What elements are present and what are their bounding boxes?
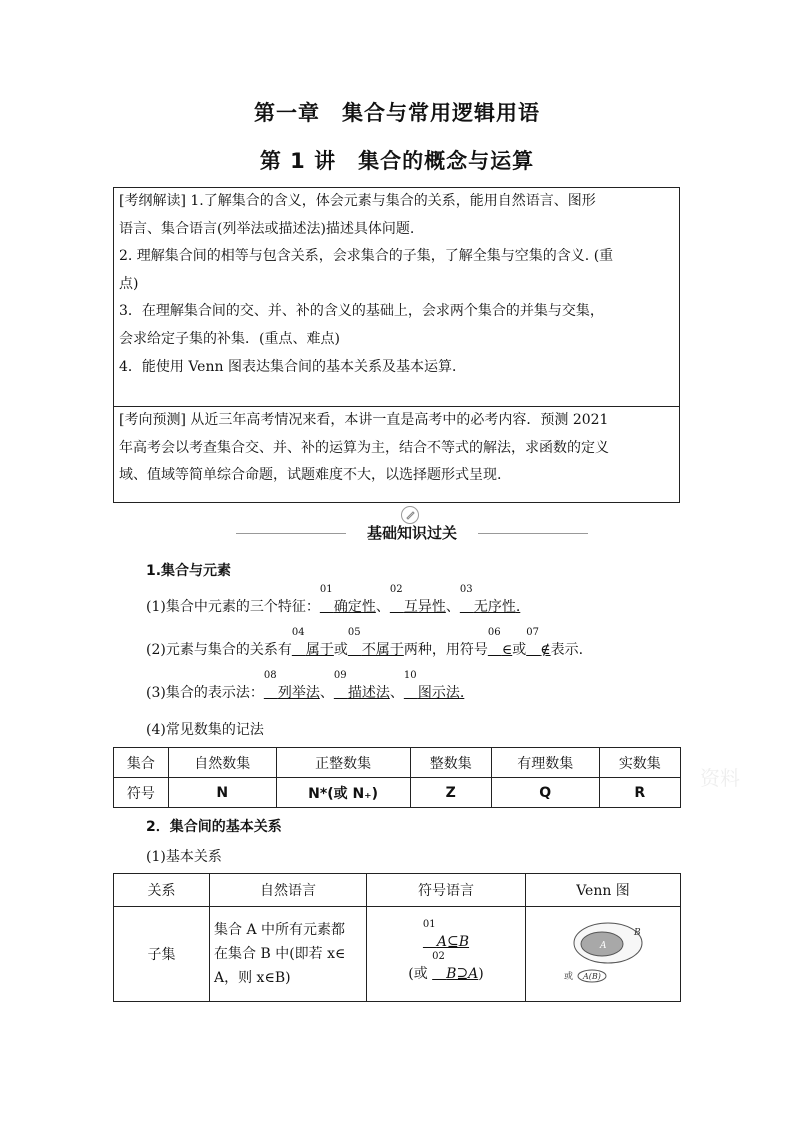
blank: [347, 627, 404, 659]
forecast-text: 从近三年高考情况来看，本讲一直是高考中的必考内容．预测 2021: [190, 412, 609, 428]
table-row: [114, 907, 681, 1002]
forecast-line: [119, 407, 674, 435]
table-cell: N*(或 N₊): [276, 778, 410, 808]
syllabus-line: 2. 理解集合间的相等与包含关系，会求集合的子集，了解全集与空集的含义. (重: [119, 248, 614, 265]
blank-answer: ∉: [540, 642, 551, 658]
table-cell: 实数集: [599, 748, 680, 778]
forecast-tag: [考向预测]: [119, 412, 186, 428]
table-cell: Z: [410, 778, 491, 808]
blank: [291, 627, 334, 659]
blank-number: 05: [347, 627, 361, 638]
table-cell: R: [599, 778, 680, 808]
cell-line: A，则 x∈B): [214, 970, 291, 986]
syllabus-line: 点): [119, 275, 139, 292]
blank-number: 10: [403, 670, 417, 681]
paragraph-relation: (2)元素与集合的关系有 04 属于或 05 不属于两种，用符号 06 ∈或 07 ∉表示.: [146, 627, 584, 658]
blank: [319, 584, 376, 616]
syllabus-line: 语言、集合语言(列举法或描述法)描述具体问题.: [119, 220, 415, 237]
table-cell: 符号语言: [367, 874, 526, 907]
blank-answer: 确定性: [333, 599, 376, 615]
blank-number: 01: [319, 584, 333, 595]
table-cell: 子集: [114, 907, 210, 1002]
syllabus-tag: [考纲解读]: [119, 193, 186, 209]
subsection-title: 2．集合间的基本关系: [146, 819, 282, 835]
syllabus-line: 3．在理解集合间的交、并、补的含义的基础上，会求两个集合的并集与交集，: [119, 303, 604, 320]
venn-or-label: 或: [564, 972, 574, 982]
table-cell: [210, 907, 367, 1002]
subsection-title: 1.集合与元素: [146, 563, 232, 579]
blank-answer: 描述法: [347, 685, 390, 701]
blank: [487, 627, 513, 659]
blank-number: 08: [263, 670, 277, 681]
blank: [422, 919, 470, 953]
venn-inner-label: A: [600, 941, 607, 951]
table-cell: Venn 图: [526, 874, 681, 907]
blank-number: 01: [422, 919, 436, 930]
blank-number: 02: [432, 951, 445, 962]
table-cell: 集合: [114, 748, 169, 778]
table-cell: 01 A⊆B (或 02 B⊇A): [367, 907, 526, 1002]
blank-answer: 无序性.: [473, 599, 521, 615]
syllabus-line: [119, 188, 674, 216]
table-cell: 有理数集: [491, 748, 599, 778]
blank-number: 03: [459, 584, 473, 595]
blank-answer: 列举法: [277, 685, 320, 701]
cell-line: 在集合 B 中(即若 x∈: [214, 946, 346, 962]
table-cell: 正整数集: [276, 748, 410, 778]
forecast-line: 域、值域等简单综合命题，试题难度不大，以选择题形式呈现.: [119, 467, 502, 484]
watermark: 资料: [700, 766, 740, 790]
table-cell: [526, 907, 681, 1002]
paragraph-features: (1)集合中元素的三个特征： 01 确定性、 02 互异性、 03 无序性.: [146, 584, 521, 615]
table-header-row: [114, 874, 681, 907]
subsection-subtitle: (1)基本关系: [146, 849, 222, 865]
blank-number: 07: [526, 627, 539, 638]
blank-number: 04: [291, 627, 305, 638]
table-cell: N: [168, 778, 276, 808]
table-cell: 关系: [114, 874, 210, 907]
syllabus-line: 4．能使用 Venn 图表达集合间的基本关系及基本运算．: [119, 358, 466, 375]
lecture-title: 第 1 讲 集合的概念与运算: [259, 149, 535, 173]
forecast-line: 年高考会以考查集合交、并、补的运算为主，结合不等式的解法，求函数的定义: [119, 439, 609, 456]
blank-answer: 属于: [305, 642, 334, 658]
blank-answer: B⊇A: [446, 966, 479, 982]
relation-table: [113, 873, 681, 1002]
venn-equal-label: A(B): [583, 972, 601, 981]
table-cell: Q: [491, 778, 599, 808]
venn-diagram: [548, 917, 658, 987]
blank-answer: A⊆B: [436, 934, 470, 950]
blank: [526, 627, 551, 659]
section-heading: 基础知识过关: [366, 524, 457, 542]
syllabus-text: 1.了解集合的含义，体会元素与集合的关系，能用自然语言、图形: [190, 193, 596, 209]
divider-line-left: [236, 533, 346, 534]
table-cell: 符号: [114, 778, 169, 808]
blank-answer: 图示法.: [417, 685, 465, 701]
table-cell: 整数集: [410, 748, 491, 778]
blank-number: 02: [389, 584, 403, 595]
blank: [263, 670, 320, 702]
divider-line-right: [478, 533, 588, 534]
paragraph-number-sets: (4)常见数集的记法: [146, 722, 264, 738]
blank-answer: ∈: [501, 642, 513, 658]
syllabus-line: 会求给定子集的补集．(重点、难点): [119, 330, 340, 347]
forecast-box: [113, 406, 680, 503]
blank: [333, 670, 390, 702]
blank-number: 06: [487, 627, 501, 638]
blank-answer: 互异性: [403, 599, 446, 615]
table-header-row: [114, 748, 681, 778]
cell-line: 集合 A 中所有元素都: [214, 922, 346, 938]
blank-number: 09: [333, 670, 347, 681]
blank: [389, 584, 446, 616]
blank: [432, 951, 479, 985]
blank-answer: 不属于: [361, 642, 404, 658]
number-sets-table: [113, 747, 681, 808]
blank: [403, 670, 465, 702]
chapter-title: 第一章 集合与常用逻辑用语: [254, 101, 540, 125]
text: (1)集合中元素的三个特征：: [146, 599, 320, 615]
table-cell: 自然语言: [210, 874, 367, 907]
paragraph-representation: (3)集合的表示法： 08 列举法、 09 描述法、 10 图示法.: [146, 670, 465, 701]
section-divider: [236, 506, 588, 550]
table-row: [114, 778, 681, 808]
venn-outer-label: B: [634, 928, 641, 938]
table-cell: 自然数集: [168, 748, 276, 778]
syllabus-box: [113, 187, 680, 407]
blank: [459, 584, 521, 616]
